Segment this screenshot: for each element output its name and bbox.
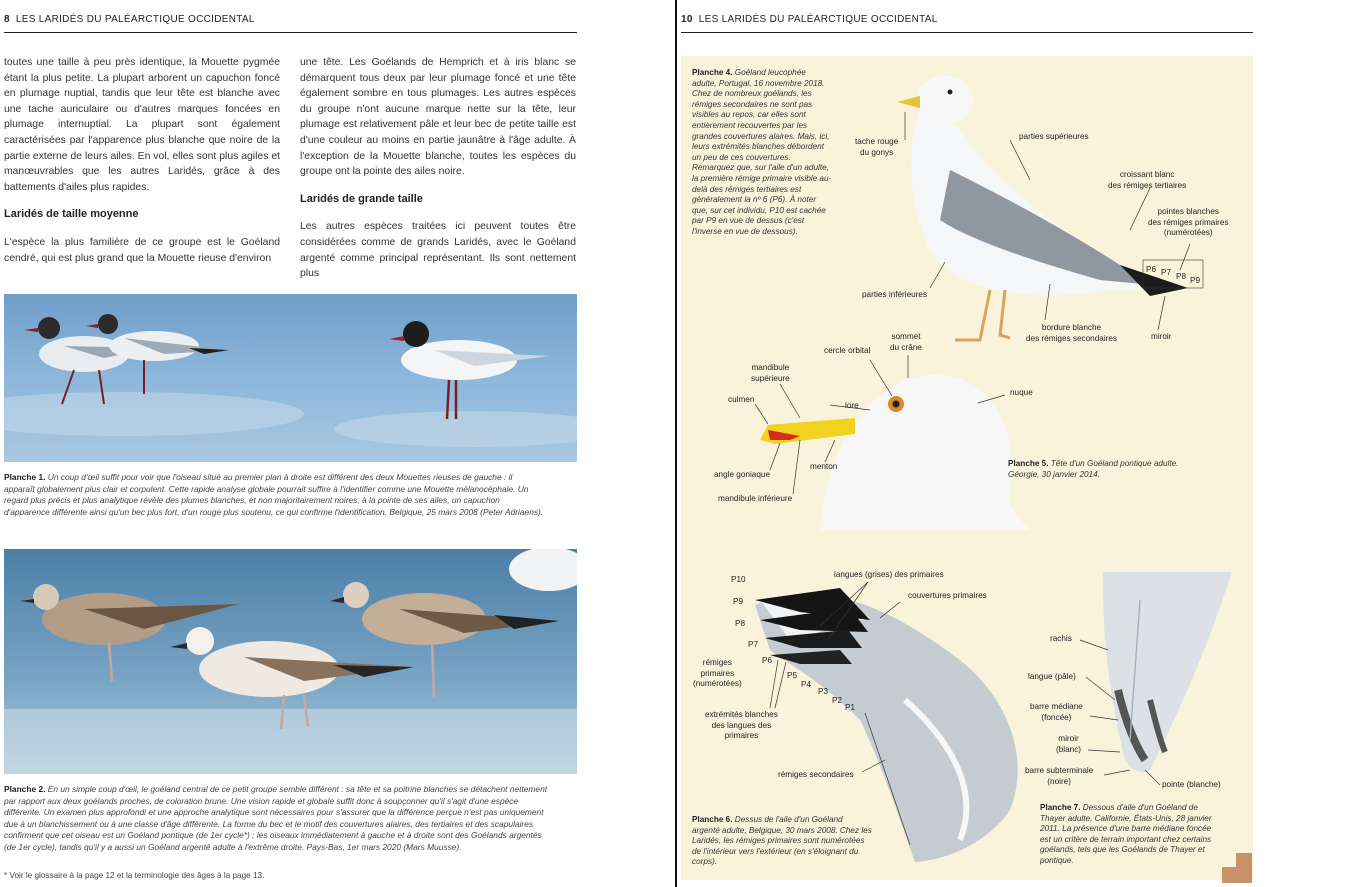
- paragraph: L'espèce la plus familière de ce groupe est le Goéland cendré, qui est plus grand que la Mouette rieuse d'environ: [4, 236, 280, 264]
- running-title: LES LARIDÉS DU PALÉARCTIQUE OCCIDENTAL: [15, 14, 255, 25]
- caption-title: Planche 7.: [1040, 803, 1081, 812]
- paragraph: toutes une taille à peu près identique, la Mouette pygmée étant la plus petite. La plupart arborent un capuchon foncé en plumage nuptial, tandis que leur tête est blanche avec une tache auriculaire ou d'autres marques foncées en plumage internuptial. La plupart sont également caractérisées par l'apparence plus blanche que noire de la partie externe de leurs ailes. En vol, elles sont plus agiles et manœuvrables que les autres Laridés, grâce à des battements d'ailes plus rapides.: [4, 57, 280, 193]
- label-remiges-primaires: rémiges primaires (numérotées): [693, 658, 742, 688]
- label-langues: langues (grises) des primaires: [834, 570, 944, 579]
- label-p7: P7: [1161, 268, 1172, 277]
- plate7-underwing: [1080, 572, 1232, 785]
- caption-title: Planche 4.: [692, 68, 733, 77]
- label-p9: P9: [1190, 276, 1201, 285]
- label-tache-rouge: tache rouge du gonys: [855, 137, 899, 157]
- label-p9: P9: [733, 597, 744, 606]
- label-p2: P2: [832, 696, 843, 705]
- plate7-caption: [1040, 803, 1220, 867]
- caption-text: Tête d'un Goéland pontique adulte. Géorgie, 30 janvier 2014.: [1008, 459, 1179, 479]
- plate5-caption: [1008, 459, 1188, 480]
- paragraph: Les autres espèces traitées ici peuvent toutes être considérées comme de grands Laridés, avec le Goéland argenté comme principal représentant. Ils sont nettement plus: [300, 221, 576, 280]
- label-p10: P10: [731, 575, 746, 584]
- label-nuque: nuque: [1010, 388, 1033, 397]
- label-barre-mediane: barre médiane (foncée): [1030, 702, 1083, 722]
- caption-text: Dessous d'aile d'un Goéland de Thayer adulte, Californie, États-Unis, 28 janvier 2011. La présence d'une barre médiane foncée est un critère de terrain important chez certains goélands, tels que les Goélands de Thayer et pontique.: [1040, 803, 1212, 865]
- label-p7: P7: [748, 640, 759, 649]
- label-rachis: rachis: [1050, 634, 1072, 643]
- caption-title: Planche 5.: [1008, 459, 1049, 468]
- paragraph: une tête. Les Goélands de Hemprich et à iris blanc se démarquent tous deux par leur plumage foncé et une tête également sombre en tous plumages. Les autres espèces du groupe n'ont aucune marque nette sur la tête, leur plumage est relativement pâle et leur bec de petite taille est d'une couleur au moins en partie jaunâtre à l'âge adulte. À l'exception de la Mouette blanche, toutes les espèces du groupe ont la pointe des ailes noire.: [300, 57, 576, 178]
- label-miroir-blanc: miroir (blanc): [1056, 734, 1082, 754]
- label-p4: P4: [801, 680, 812, 689]
- footnote: * Voir le glossaire à la page 12 et la terminologie des âges à la page 13.: [4, 871, 265, 880]
- page-corner-mark: [1222, 853, 1252, 883]
- plate6-caption: [692, 815, 872, 868]
- label-p6: P6: [762, 656, 773, 665]
- label-mandibule-inf: mandibule inférieure: [718, 494, 793, 503]
- section-heading: Laridés de taille moyenne: [4, 208, 139, 221]
- label-lore: lore: [845, 401, 859, 410]
- label-parties-inferieures: parties inférieures: [862, 290, 928, 299]
- caption-text: Goéland leucophée adulte, Portugal, 16 novembre 2018. Chez de nombreux goélands, les rémiges secondaires ne sont pas visibles au repos, car elles sont entièrement recouvertes par les grandes couvertures alaires. Mais, ici, leurs extrémités blanches débordent un peu de ces couvertures. Remarquez que, sur l'aile d'un adulte, la première rémige primaire visible au-delà des rémiges tertiaires est généralement la nº 6 (P6). À noter que, sur cet individu, P10 est cachée par P9 en vue de dessus (c'est l'inverse en vue de dessous).: [692, 68, 832, 236]
- label-extremites: extrémités blanches des langues des primaires: [705, 710, 778, 740]
- label-p8: P8: [1176, 272, 1187, 281]
- caption-title: Planche 1.: [4, 472, 46, 482]
- label-bordure: bordure blanche des rémiges secondaires: [1026, 323, 1118, 343]
- label-couvertures: couvertures primaires: [908, 591, 987, 600]
- section-heading: Laridés de grande taille: [300, 192, 423, 205]
- running-title: LES LARIDÉS DU PALÉARCTIQUE OCCIDENTAL: [698, 14, 938, 25]
- label-miroir: miroir: [1151, 332, 1172, 341]
- caption-text: En un simple coup d'œil, le goéland central de ce petit groupe semble différent : sa tête et sa poitrine blanches se détachent nettement par rapport aux deux goélands proches, de coloration brune. Une vision rapide et globale suffit donc à soupçonner qu'il s'agit d'une espèce différente. Un examen plus approfondi et une approche analytique sont nécessaires pour s'assurer que la différence perçue n'est pas uniquement due à un blanchissement ou à une classe d'âge différente. La forme du bec et le motif des couvertures alaires, des tertiaires et des scapulaires confirment que cet oiseau est un Goéland pontique (de 1er cycle*) ; les oiseaux immédiatement à gauche et à droite sont des Goélands argentés (de 1er cycle), tandis qu'il y a aussi un Goéland argenté adulte à l'extrême droite. Pays-Bas, 1er mars 2020 (Mars Muusse).: [4, 784, 548, 852]
- label-p8: P8: [735, 619, 746, 628]
- label-angle-goniaque: angle goniaque: [714, 470, 771, 479]
- label-parties-superieures: parties supérieures: [1019, 132, 1089, 141]
- caption-text: Un coup d'œil suffit pour voir que l'oiseau situé au premier plan à droite est différent des deux Mouettes rieuses de gauche : il apparaît globalement plus clair et corpulent. Cette rapide analyse globale pourrait suffire à l'identifier comme une Mouette mélanocéphale. Un regard plus précis et plus analytique révèle des plumes blanches, et non majoritairement noires, à la pointe de ses ailes, un capuchon d'apparence différente ainsi qu'un bec plus fort, d'un rouge plus soutenu, ce qui confirme l'identification. Belgique, 25 mars 2008 (Peter Adriaens).: [4, 472, 544, 517]
- label-cercle-orbital: cercle orbital: [824, 346, 871, 355]
- label-p5: P5: [787, 671, 798, 680]
- caption-title: Planche 6.: [692, 815, 733, 824]
- label-langue-pale: langue (pâle): [1028, 672, 1076, 681]
- label-mandibule-sup: mandibule supérieure: [751, 363, 790, 383]
- page-number: 8: [4, 14, 10, 25]
- label-p3: P3: [818, 687, 829, 696]
- label-menton: menton: [810, 462, 838, 471]
- plate4-caption: [692, 68, 832, 238]
- caption-title: Planche 2.: [4, 784, 46, 794]
- label-p6: P6: [1146, 265, 1157, 274]
- label-sommet: sommet du crâne: [890, 332, 922, 352]
- label-culmen: culmen: [728, 395, 755, 404]
- label-barre-subterminale: barre subterminale (noire): [1025, 766, 1094, 786]
- label-pointes: pointes blanches des rémiges primaires (numérotées): [1148, 207, 1229, 237]
- page-number: 10: [681, 14, 693, 25]
- caption-text: Dessus de l'aile d'un Goéland argenté adulte, Belgique, 30 mars 2008. Chez les Laridés, les rémiges primaires sont numérotées de l'intérieur vers l'extérieur (en s'éloignant du corps).: [692, 815, 872, 867]
- label-pointe: pointe (blanche): [1162, 780, 1221, 789]
- plate5-gull-head: [755, 355, 1030, 530]
- label-p1: P1: [845, 703, 856, 712]
- label-croissant: croissant blanc des rémiges tertiaires: [1108, 170, 1187, 190]
- label-remiges-secondaires: rémiges secondaires: [778, 770, 854, 779]
